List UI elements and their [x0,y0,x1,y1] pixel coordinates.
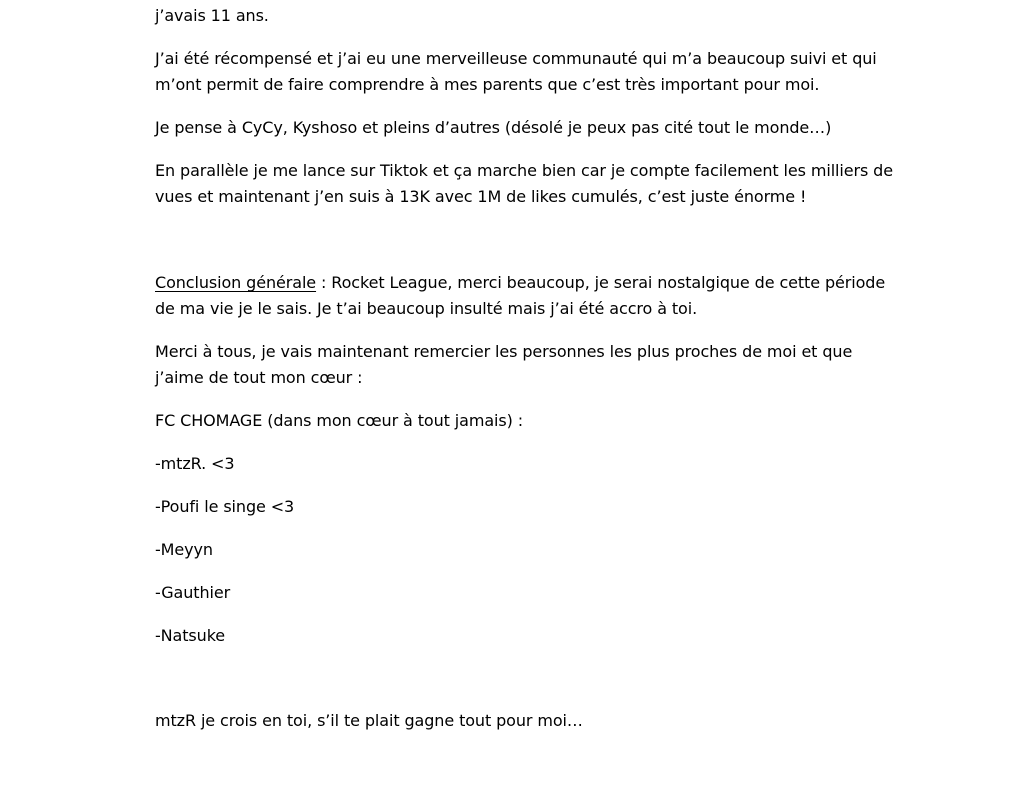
text-line: Je pense à CyCy, Kyshoso et pleins d’autres (désolé je peux pas cité tout le monde…) [155,118,832,137]
text-line: -Meyyn [155,540,213,559]
paragraph-tiktok [155,158,893,210]
paragraph-conclusion [155,270,886,322]
paragraph-reward [155,46,880,98]
list-item [155,580,880,606]
list-item [155,451,880,477]
text-line: Merci à tous, je vais maintenant remercier les personnes les plus proches de moi et que [155,342,853,361]
text-line: vues et maintenant j’en suis à 13K avec 1M de likes cumulés, c’est juste énorme ! [155,187,807,206]
text-line: FC CHOMAGE (dans mon cœur à tout jamais) : [155,411,524,430]
text-line: mtzR je crois en toi, s’il te plait gagne tout pour moi… [155,711,583,730]
paragraph-team-heading [155,408,880,434]
conclusion-heading: Conclusion générale [155,273,317,292]
conclusion-first-line [155,270,886,296]
list-item [155,494,880,520]
conclusion-text: : Rocket League, merci beaucoup, je serai nostalgique de cette période [316,273,886,292]
text-line: En parallèle je me lance sur Tiktok et ça marche bien car je compte facilement les milliers de [155,161,893,180]
text-line: m’ont permit de faire comprendre à mes parents que c’est très important pour moi. [155,75,820,94]
text-line: -Gauthier [155,583,231,602]
paragraph-final-message [155,708,880,734]
text-line: J’ai été récompensé et j’ai eu une merveilleuse communauté qui m’a beaucoup suivi et qui [155,49,877,68]
text-line: -Poufi le singe <3 [155,497,295,516]
paragraph-thanks-community [155,115,880,141]
text-line: de ma vie je le sais. Je t’ai beaucoup insulté mais j’ai été accro à toi. [155,299,698,318]
text-line: -Natsuke [155,626,226,645]
text-line: j’avais 11 ans. [155,6,269,25]
text-line: -mtzR. <3 [155,454,235,473]
text-line: j’aime de tout mon cœur : [155,368,363,387]
list-item [155,537,880,563]
paragraph-age [155,3,880,29]
list-item [155,623,880,649]
paragraph-thank-everyone [155,339,880,391]
